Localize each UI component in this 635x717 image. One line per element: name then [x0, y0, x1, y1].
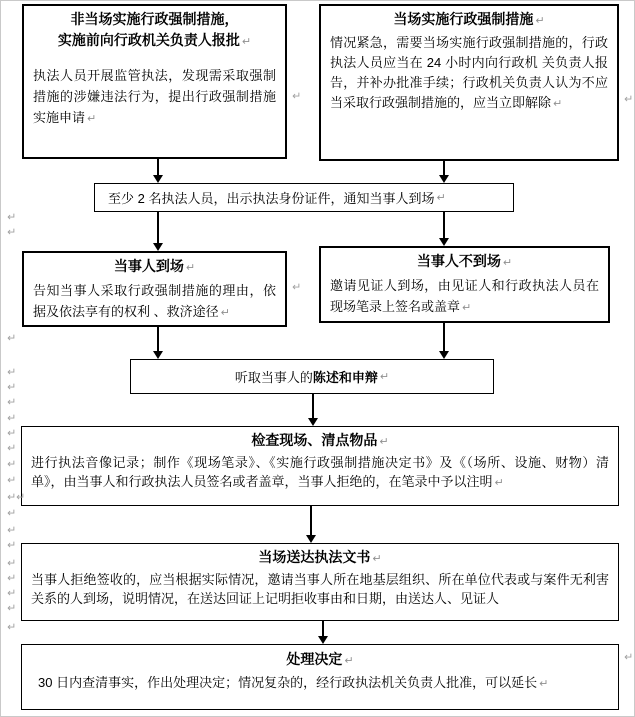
body-text: 至少 2 名执法人员，出示执法身份证件，通知当事人到场: [108, 191, 435, 206]
box-decision-body: [22, 671, 618, 695]
paragraph-mark: ↵: [462, 302, 472, 314]
formatting-mark: ↵: [7, 442, 17, 455]
title-text: 检查现场、清点物品: [251, 432, 378, 448]
box-pre-approval-body: [24, 64, 285, 130]
flow-arrow-onsite-to-notify: [443, 161, 445, 175]
formatting-mark: ↵: [624, 651, 634, 664]
formatting-mark: ↵: [7, 366, 17, 379]
paragraph-mark: ↵: [87, 113, 97, 125]
formatting-mark: ↵: [7, 458, 17, 471]
paragraph-mark: ↵: [185, 262, 196, 274]
body-text: 告知当事人采取行政强制措施的理由，依据及依法享有的权利 、救济途径: [33, 283, 276, 319]
box-notify-party: [94, 183, 514, 212]
body-text: 执法人员开展监管执法，发现需采取强制措施的涉嫌违法行为，提出行政强制措施实施申请: [33, 68, 276, 125]
box-deliver-body: [22, 569, 618, 608]
formatting-mark: ↵: [292, 281, 302, 294]
title-text: 当场实施行政强制措施: [393, 11, 534, 27]
formatting-mark: ↵: [7, 211, 17, 224]
body-text: 进行执法音像记录；制作《现场笔录》、《实施行政强制措施决定书》及《（场所、设施、财物）清单》，由当事人和行政执法人员签名或者盖章，当事人拒绝的，在笔录中予以注明: [31, 455, 609, 489]
box-hear-statement: [130, 359, 494, 394]
box-party-absent-title: [321, 248, 608, 274]
body-text: 30 日内查清事实，作出处理决定；情况复杂的，经行政执法机关负责人批准，可以延长: [38, 675, 538, 690]
flow-arrow-present-to-statement: [157, 327, 159, 351]
paragraph-mark: ↵: [372, 553, 382, 565]
body-text: 当事人拒绝签收的，应当根据实际情况，邀请当事人所在地基层组织、所在单位代表或与案件无利害关系的人到场，说明情况，在送达回证上记明拒收事由和日期，由送达人、见证人: [31, 572, 609, 606]
box-decision: [21, 644, 619, 710]
paragraph-mark: ↵: [379, 371, 390, 383]
box-pre-approval: [22, 4, 287, 159]
formatting-mark: ↵: [7, 396, 17, 409]
formatting-mark: ↵: [7, 226, 17, 239]
formatting-mark: ↵: [7, 539, 17, 552]
box-onsite-enforcement: [319, 4, 619, 161]
paragraph-mark: ↵: [535, 15, 545, 27]
formatting-mark: ↵: [292, 90, 302, 103]
flow-arrow-absent-to-statement: [443, 323, 445, 351]
formatting-mark: ↵: [7, 491, 17, 504]
paragraph-mark: ↵: [220, 307, 230, 319]
flow-arrow-deliver-to-decision: [322, 621, 324, 636]
paragraph-mark: ↵: [553, 98, 563, 110]
title-text: 当场送达执法文书: [258, 549, 371, 565]
box-pre-approval-title: [24, 6, 285, 53]
formatting-mark: ↵: [7, 524, 17, 537]
paragraph-mark: ↵: [539, 678, 549, 690]
title-text: 实施前向行政机关负责人报批: [57, 32, 240, 48]
formatting-mark: ↵: [7, 572, 17, 585]
formatting-mark: ↵: [7, 587, 17, 600]
box-deliver-documents: [21, 543, 619, 621]
box-party-absent-body: [321, 274, 608, 319]
box-party-present: [22, 251, 287, 327]
title-text: 处理决定: [286, 651, 343, 667]
box-onsite-body: [321, 32, 617, 114]
title-text: 当事人到场: [113, 258, 184, 274]
paragraph-mark: ↵: [436, 192, 446, 204]
formatting-mark: ↵: [624, 93, 634, 106]
body-text: 听取当事人的: [234, 370, 313, 385]
title-text: 非当场实施行政强制措施，: [70, 11, 239, 27]
formatting-mark: ↵: [7, 412, 17, 425]
flow-arrow-inspect-to-deliver: [310, 506, 312, 535]
box-inspect-body: [22, 452, 618, 493]
formatting-mark: ↵: [7, 507, 17, 520]
formatting-mark: ↵: [7, 621, 17, 634]
body-text: 邀请见证人到场，由见证人和行政执法人员在现场笔录上签名或盖章: [330, 278, 599, 314]
formatting-mark: ↵: [16, 491, 26, 504]
formatting-mark: ↵: [7, 557, 17, 570]
formatting-mark: ↵: [7, 381, 17, 394]
box-party-present-title: [24, 253, 285, 279]
paragraph-mark: ↵: [241, 36, 252, 48]
body-text: 情况紧急，需要当场实施行政强制措施的，行政执法人员应当在 24 小时内向行政机 关负责人报告，并补办批准手续；行政机关负责人认为不应当采取行政强制措施的，应当立即解除: [330, 35, 608, 110]
box-inspect-title: [22, 427, 618, 452]
flow-arrow-statement-to-inspect: [312, 394, 314, 418]
formatting-mark: ↵: [7, 427, 17, 440]
paragraph-mark: ↵: [494, 477, 504, 489]
formatting-mark: ↵: [7, 332, 17, 345]
body-text-bold: 陈述和申辩: [312, 370, 378, 385]
paragraph-mark: ↵: [502, 257, 513, 269]
box-decision-title: [22, 645, 618, 671]
formatting-mark: ↵: [7, 602, 17, 615]
flow-arrow-notify-to-absent: [443, 212, 445, 238]
box-deliver-title: [22, 544, 618, 569]
flow-arrow-pre-approval-to-notify: [157, 159, 159, 175]
box-inspect-scene: [21, 426, 619, 506]
flow-arrow-notify-to-present: [157, 212, 159, 243]
title-text: 当事人不到场: [416, 253, 501, 269]
paragraph-mark: ↵: [344, 655, 354, 667]
formatting-mark: ↵: [7, 474, 17, 487]
box-party-present-body: [24, 279, 285, 324]
box-onsite-title: [321, 6, 617, 32]
box-party-absent: [319, 246, 610, 323]
paragraph-mark: ↵: [379, 436, 389, 448]
